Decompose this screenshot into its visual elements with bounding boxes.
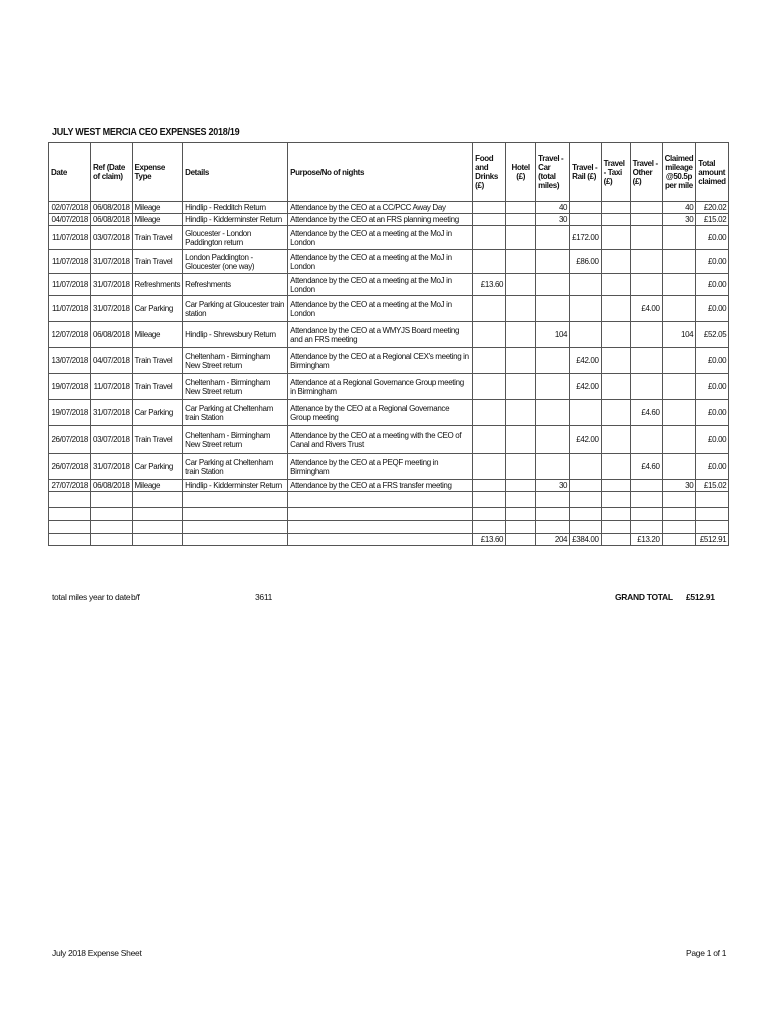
cell-purpose: Attendance by the CEO at a PEQF meeting in Birmingham <box>288 454 473 480</box>
header-cell: Expense Type <box>132 143 183 202</box>
empty-cell <box>570 508 601 521</box>
cell-other <box>630 374 662 400</box>
cell-ref: 06/08/2018 <box>91 322 133 348</box>
cell-details: Car Parking at Cheltenham train Station <box>183 454 288 480</box>
empty-cell <box>536 508 570 521</box>
table-row <box>49 296 729 322</box>
cell-date: 11/07/2018 <box>49 296 91 322</box>
cell-taxi <box>601 202 630 214</box>
cell-details: Hindlip - Kidderminster Return <box>183 214 288 226</box>
empty-cell <box>536 521 570 534</box>
empty-cell <box>473 521 506 534</box>
cell-details: Cheltenham - Birmingham New Street return <box>183 426 288 454</box>
empty-cell <box>601 492 630 508</box>
cell-taxi <box>601 214 630 226</box>
cell-ref: 04/07/2018 <box>91 348 133 374</box>
cell-details: Hindlip - Shrewsbury Return <box>183 322 288 348</box>
cell-taxi <box>601 454 630 480</box>
cell-total: £0.00 <box>696 348 729 374</box>
cell-total: £0.00 <box>696 226 729 250</box>
cell-other <box>630 250 662 274</box>
header-cell: Hotel (£) <box>506 143 536 202</box>
cell-rail <box>570 274 601 296</box>
cell-hotel <box>506 400 536 426</box>
cell-car <box>536 374 570 400</box>
cell-mileage: 30 <box>662 214 696 226</box>
cell-mileage: 104 <box>662 322 696 348</box>
bf-label: b/f <box>131 592 140 602</box>
cell-taxi <box>601 400 630 426</box>
cell-ref: 03/07/2018 <box>91 426 133 454</box>
cell-type: Train Travel <box>132 426 183 454</box>
empty-cell <box>49 508 91 521</box>
cell-hotel <box>506 348 536 374</box>
header-cell: Travel - Taxi (£) <box>601 143 630 202</box>
cell-purpose: Attenance by the CEO at a Regional Governance Group meeting <box>288 400 473 426</box>
cell-mileage <box>662 426 696 454</box>
cell-purpose: Attendance by the CEO at a meeting at the MoJ in London <box>288 250 473 274</box>
cell-food <box>473 374 506 400</box>
table-row <box>49 426 729 454</box>
header-cell: Travel - Other (£) <box>630 143 662 202</box>
empty-cell <box>183 521 288 534</box>
empty-cell <box>506 508 536 521</box>
cell-purpose: Attendance by the CEO at a meeting with the CEO of Canal and Rivers Trust <box>288 426 473 454</box>
empty-cell <box>696 521 729 534</box>
cell-ref: 06/08/2018 <box>91 480 133 492</box>
empty-cell <box>630 508 662 521</box>
empty-row <box>49 521 729 534</box>
cell-type: Train Travel <box>132 348 183 374</box>
cell-other <box>630 480 662 492</box>
empty-cell <box>288 521 473 534</box>
empty-cell <box>91 521 133 534</box>
cell-food <box>473 226 506 250</box>
cell-car <box>536 226 570 250</box>
cell-hotel <box>506 226 536 250</box>
cell-car <box>536 250 570 274</box>
total-cell-date <box>49 534 91 546</box>
cell-date: 13/07/2018 <box>49 348 91 374</box>
cell-food <box>473 400 506 426</box>
cell-details: Hindlip - Kidderminster Return <box>183 480 288 492</box>
cell-purpose: Attendance by the CEO at a meeting at the MoJ in London <box>288 296 473 322</box>
empty-cell <box>536 492 570 508</box>
grand-total-value: £512.91 <box>686 592 715 602</box>
empty-cell <box>49 521 91 534</box>
table-row <box>49 400 729 426</box>
cell-taxi <box>601 296 630 322</box>
cell-mileage: 30 <box>662 480 696 492</box>
empty-cell <box>132 492 183 508</box>
cell-car <box>536 296 570 322</box>
header-cell: Travel - Car (total miles) <box>536 143 570 202</box>
table-row <box>49 226 729 250</box>
cell-date: 04/07/2018 <box>49 214 91 226</box>
cell-mileage <box>662 274 696 296</box>
empty-cell <box>696 492 729 508</box>
cell-type: Car Parking <box>132 454 183 480</box>
cell-other <box>630 426 662 454</box>
cell-food <box>473 426 506 454</box>
cell-details: Refreshments <box>183 274 288 296</box>
cell-date: 27/07/2018 <box>49 480 91 492</box>
table-row <box>49 274 729 296</box>
cell-date: 11/07/2018 <box>49 274 91 296</box>
empty-cell <box>49 492 91 508</box>
cell-date: 26/07/2018 <box>49 454 91 480</box>
total-cell-food: £13.60 <box>473 534 506 546</box>
cell-car <box>536 426 570 454</box>
empty-cell <box>662 492 696 508</box>
cell-type: Mileage <box>132 202 183 214</box>
table-row <box>49 202 729 214</box>
empty-cell <box>288 508 473 521</box>
cell-rail <box>570 296 601 322</box>
empty-cell <box>473 508 506 521</box>
cell-car: 104 <box>536 322 570 348</box>
cell-ref: 31/07/2018 <box>91 454 133 480</box>
cell-date: 11/07/2018 <box>49 250 91 274</box>
total-cell-car: 204 <box>536 534 570 546</box>
cell-type: Refreshments <box>132 274 183 296</box>
cell-type: Train Travel <box>132 250 183 274</box>
cell-details: Hindlip - Redditch Return <box>183 202 288 214</box>
cell-hotel <box>506 426 536 454</box>
cell-food <box>473 480 506 492</box>
header-cell: Food and Drinks (£) <box>473 143 506 202</box>
cell-hotel <box>506 454 536 480</box>
cell-taxi <box>601 374 630 400</box>
empty-cell <box>601 521 630 534</box>
cell-hotel <box>506 480 536 492</box>
cell-purpose: Attendance by the CEO at a Regional CEX's meeting in Birmingham <box>288 348 473 374</box>
cell-purpose: Attendance at a Regional Governance Group meeting in Birmingham <box>288 374 473 400</box>
cell-date: 19/07/2018 <box>49 374 91 400</box>
cell-taxi <box>601 274 630 296</box>
cell-type: Mileage <box>132 480 183 492</box>
empty-cell <box>506 492 536 508</box>
empty-cell <box>473 492 506 508</box>
cell-mileage <box>662 348 696 374</box>
cell-rail: £172.00 <box>570 226 601 250</box>
cell-taxi <box>601 250 630 274</box>
empty-cell <box>630 521 662 534</box>
cell-taxi <box>601 426 630 454</box>
empty-cell <box>696 508 729 521</box>
empty-cell <box>288 492 473 508</box>
header-cell: Total amount claimed <box>696 143 729 202</box>
cell-total: £15.02 <box>696 480 729 492</box>
cell-date: 12/07/2018 <box>49 322 91 348</box>
totals-row <box>49 534 729 546</box>
cell-total: £0.00 <box>696 426 729 454</box>
header-cell: Purpose/No of nights <box>288 143 473 202</box>
cell-car <box>536 400 570 426</box>
cell-mileage <box>662 226 696 250</box>
cell-ref: 03/07/2018 <box>91 226 133 250</box>
cell-food <box>473 202 506 214</box>
cell-other: £4.00 <box>630 296 662 322</box>
cell-other: £4.60 <box>630 454 662 480</box>
cell-food: £13.60 <box>473 274 506 296</box>
empty-cell <box>91 508 133 521</box>
cell-taxi <box>601 322 630 348</box>
cell-total: £0.00 <box>696 250 729 274</box>
cell-details: London Paddington - Gloucester (one way) <box>183 250 288 274</box>
cell-ref: 31/07/2018 <box>91 400 133 426</box>
cell-type: Car Parking <box>132 296 183 322</box>
cell-rail <box>570 454 601 480</box>
cell-details: Cheltenham - Birmingham New Street return <box>183 374 288 400</box>
cell-ref: 06/08/2018 <box>91 202 133 214</box>
cell-details: Car Parking at Cheltenham train Station <box>183 400 288 426</box>
cell-car: 30 <box>536 480 570 492</box>
cell-hotel <box>506 202 536 214</box>
cell-other <box>630 226 662 250</box>
cell-hotel <box>506 250 536 274</box>
cell-car: 30 <box>536 214 570 226</box>
cell-type: Car Parking <box>132 400 183 426</box>
total-cell-ref <box>91 534 133 546</box>
cell-hotel <box>506 374 536 400</box>
total-cell-purpose <box>288 534 473 546</box>
page-title: JULY WEST MERCIA CEO EXPENSES 2018/19 <box>52 126 240 138</box>
total-cell-taxi <box>601 534 630 546</box>
cell-car <box>536 348 570 374</box>
empty-cell <box>91 492 133 508</box>
cell-food <box>473 250 506 274</box>
table-row <box>49 480 729 492</box>
empty-row <box>49 492 729 508</box>
total-cell-details <box>183 534 288 546</box>
cell-other: £4.60 <box>630 400 662 426</box>
cell-total: £0.00 <box>696 296 729 322</box>
table-row <box>49 374 729 400</box>
cell-date: 26/07/2018 <box>49 426 91 454</box>
cell-rail <box>570 322 601 348</box>
cell-purpose: Attendance by the CEO at a FRS transfer meeting <box>288 480 473 492</box>
page-footer-left: July 2018 Expense Sheet <box>52 948 142 958</box>
header-cell: Travel - Rail (£) <box>570 143 601 202</box>
header-cell: Claimed mileage @50.5p per mile <box>662 143 696 202</box>
cell-rail: £42.00 <box>570 348 601 374</box>
cell-purpose: Attendance by the CEO at a CC/PCC Away Day <box>288 202 473 214</box>
cell-details: Car Parking at Gloucester train station <box>183 296 288 322</box>
total-cell-hotel <box>506 534 536 546</box>
cell-total: £15.02 <box>696 214 729 226</box>
empty-cell <box>183 508 288 521</box>
empty-cell <box>132 508 183 521</box>
cell-type: Mileage <box>132 214 183 226</box>
cell-total: £0.00 <box>696 374 729 400</box>
cell-other <box>630 214 662 226</box>
cell-purpose: Attendance by the CEO at a meeting at the MoJ in London <box>288 226 473 250</box>
cell-ref: 06/08/2018 <box>91 214 133 226</box>
total-cell-mileage <box>662 534 696 546</box>
cell-rail <box>570 400 601 426</box>
cell-details: Cheltenham - Birmingham New Street return <box>183 348 288 374</box>
cell-ref: 31/07/2018 <box>91 274 133 296</box>
cell-purpose: Attendance by the CEO at a meeting at the MoJ in London <box>288 274 473 296</box>
cell-food <box>473 296 506 322</box>
cell-other <box>630 348 662 374</box>
cell-purpose: Attendance by the CEO at an FRS planning meeting <box>288 214 473 226</box>
cell-ref: 31/07/2018 <box>91 250 133 274</box>
cell-food <box>473 214 506 226</box>
total-miles-value: 3611 <box>255 592 273 602</box>
total-cell-type <box>132 534 183 546</box>
header-cell: Details <box>183 143 288 202</box>
table-row <box>49 348 729 374</box>
cell-total: £0.00 <box>696 274 729 296</box>
table-row <box>49 322 729 348</box>
empty-cell <box>506 521 536 534</box>
cell-taxi <box>601 480 630 492</box>
cell-rail <box>570 202 601 214</box>
cell-ref: 31/07/2018 <box>91 296 133 322</box>
cell-type: Train Travel <box>132 226 183 250</box>
empty-cell <box>662 521 696 534</box>
table-row <box>49 214 729 226</box>
cell-car <box>536 274 570 296</box>
cell-rail: £42.00 <box>570 426 601 454</box>
table-row <box>49 454 729 480</box>
empty-cell <box>630 492 662 508</box>
cell-mileage <box>662 454 696 480</box>
cell-food <box>473 348 506 374</box>
empty-cell <box>132 521 183 534</box>
cell-mileage <box>662 250 696 274</box>
cell-mileage <box>662 296 696 322</box>
cell-other <box>630 202 662 214</box>
cell-car: 40 <box>536 202 570 214</box>
empty-cell <box>183 492 288 508</box>
header-cell: Date <box>49 143 91 202</box>
grand-total-label: GRAND TOTAL <box>615 592 673 602</box>
cell-mileage: 40 <box>662 202 696 214</box>
cell-total: £0.00 <box>696 400 729 426</box>
empty-row <box>49 508 729 521</box>
cell-food <box>473 454 506 480</box>
cell-taxi <box>601 348 630 374</box>
cell-taxi <box>601 226 630 250</box>
cell-total: £52.05 <box>696 322 729 348</box>
cell-hotel <box>506 296 536 322</box>
total-cell-total: £512.91 <box>696 534 729 546</box>
cell-type: Train Travel <box>132 374 183 400</box>
cell-total: £20.02 <box>696 202 729 214</box>
cell-other <box>630 322 662 348</box>
total-cell-other: £13.20 <box>630 534 662 546</box>
cell-hotel <box>506 214 536 226</box>
cell-date: 11/07/2018 <box>49 226 91 250</box>
cell-ref: 11/07/2018 <box>91 374 133 400</box>
cell-purpose: Attendance by the CEO at a WMYJS Board meeting and an FRS meeting <box>288 322 473 348</box>
cell-mileage <box>662 400 696 426</box>
cell-rail <box>570 480 601 492</box>
cell-hotel <box>506 322 536 348</box>
cell-hotel <box>506 274 536 296</box>
header-row <box>49 143 729 202</box>
page-footer-right: Page 1 of 1 <box>686 948 727 958</box>
expense-table <box>48 142 729 546</box>
cell-rail <box>570 214 601 226</box>
cell-food <box>473 322 506 348</box>
cell-mileage <box>662 374 696 400</box>
cell-rail: £42.00 <box>570 374 601 400</box>
empty-cell <box>570 492 601 508</box>
empty-cell <box>662 508 696 521</box>
cell-total: £0.00 <box>696 454 729 480</box>
cell-car <box>536 454 570 480</box>
total-miles-label: total miles year to date <box>52 592 131 602</box>
total-cell-rail: £384.00 <box>570 534 601 546</box>
cell-rail: £86.00 <box>570 250 601 274</box>
header-cell: Ref (Date of claim) <box>91 143 133 202</box>
cell-other <box>630 274 662 296</box>
empty-cell <box>570 521 601 534</box>
empty-cell <box>601 508 630 521</box>
table-row <box>49 250 729 274</box>
cell-date: 02/07/2018 <box>49 202 91 214</box>
cell-date: 19/07/2018 <box>49 400 91 426</box>
cell-details: Gloucester - London Paddington return <box>183 226 288 250</box>
cell-type: Mileage <box>132 322 183 348</box>
